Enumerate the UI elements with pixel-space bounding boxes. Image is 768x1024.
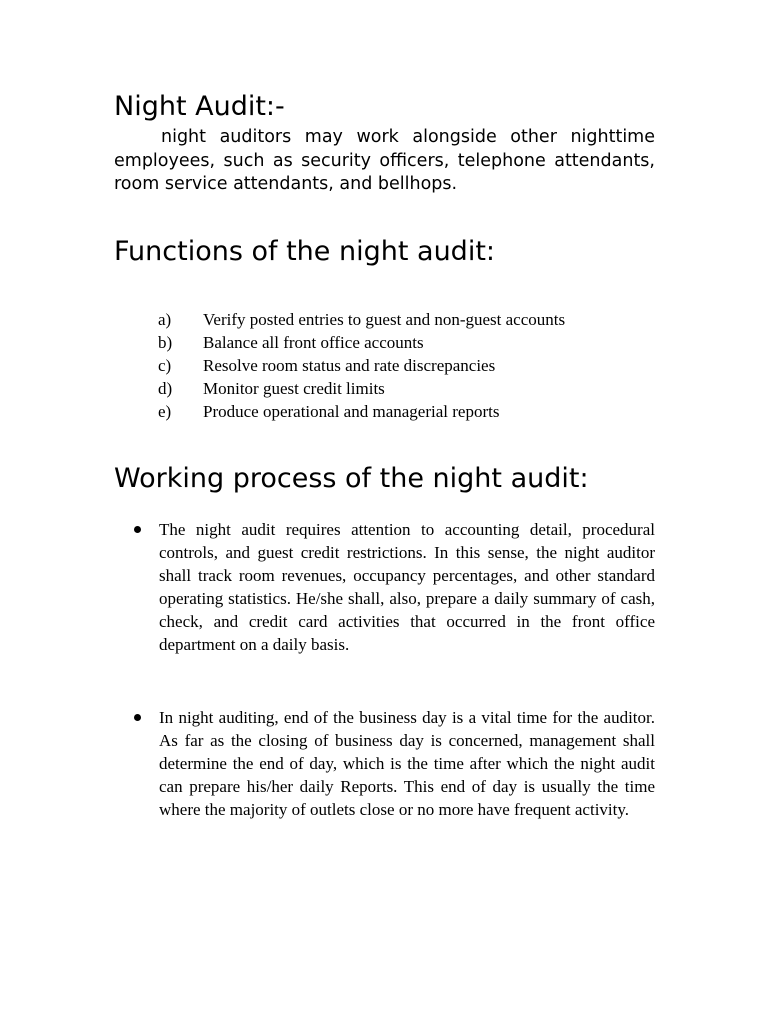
list-item-text: Balance all front office accounts [203,333,424,352]
list-item-letter: b) [158,333,173,352]
bullet-text: The night audit requires attention to accounting detail, procedural controls, and guest credit restrictions. In this sense, the night auditor shall track room revenues, occupancy percentages, and other standard operating statistics. He/she shall, also, prepare a daily summary of cash, check, and credit card activities that occurred in the front office department on a daily basis. [159,520,655,654]
process-heading: Working process of the night audit: [114,463,589,494]
list-item-text: Monitor guest credit limits [203,379,385,398]
bullet-dot-icon [134,526,141,533]
intro-paragraph: night auditors may work alongside other nighttime employees, such as security officers, telephone attendants, room service attendants, and bellhops. [114,127,655,195]
list-item-text: Produce operational and managerial reports [203,402,500,421]
list-item-text: Verify posted entries to guest and non-guest accounts [203,310,566,329]
bullet-dot-icon [134,714,141,721]
list-item-letter: d) [158,379,173,398]
list-item-letter: e) [158,402,172,421]
page-title: Night Audit:- [114,91,285,122]
list-item-letter: c) [158,356,172,375]
bullet-text: In night auditing, end of the business day is a vital time for the auditor. As far as the closing of business day is concerned, management shall determine the end of day, which is the time after which the night audit can prepare his/her daily Reports. This end of day is usually the time where the majority of outlets close or no more have frequent activity. [159,708,655,819]
list-item-letter: a) [158,310,172,329]
functions-heading: Functions of the night audit: [114,236,496,267]
list-item-text: Resolve room status and rate discrepancies [203,356,496,375]
